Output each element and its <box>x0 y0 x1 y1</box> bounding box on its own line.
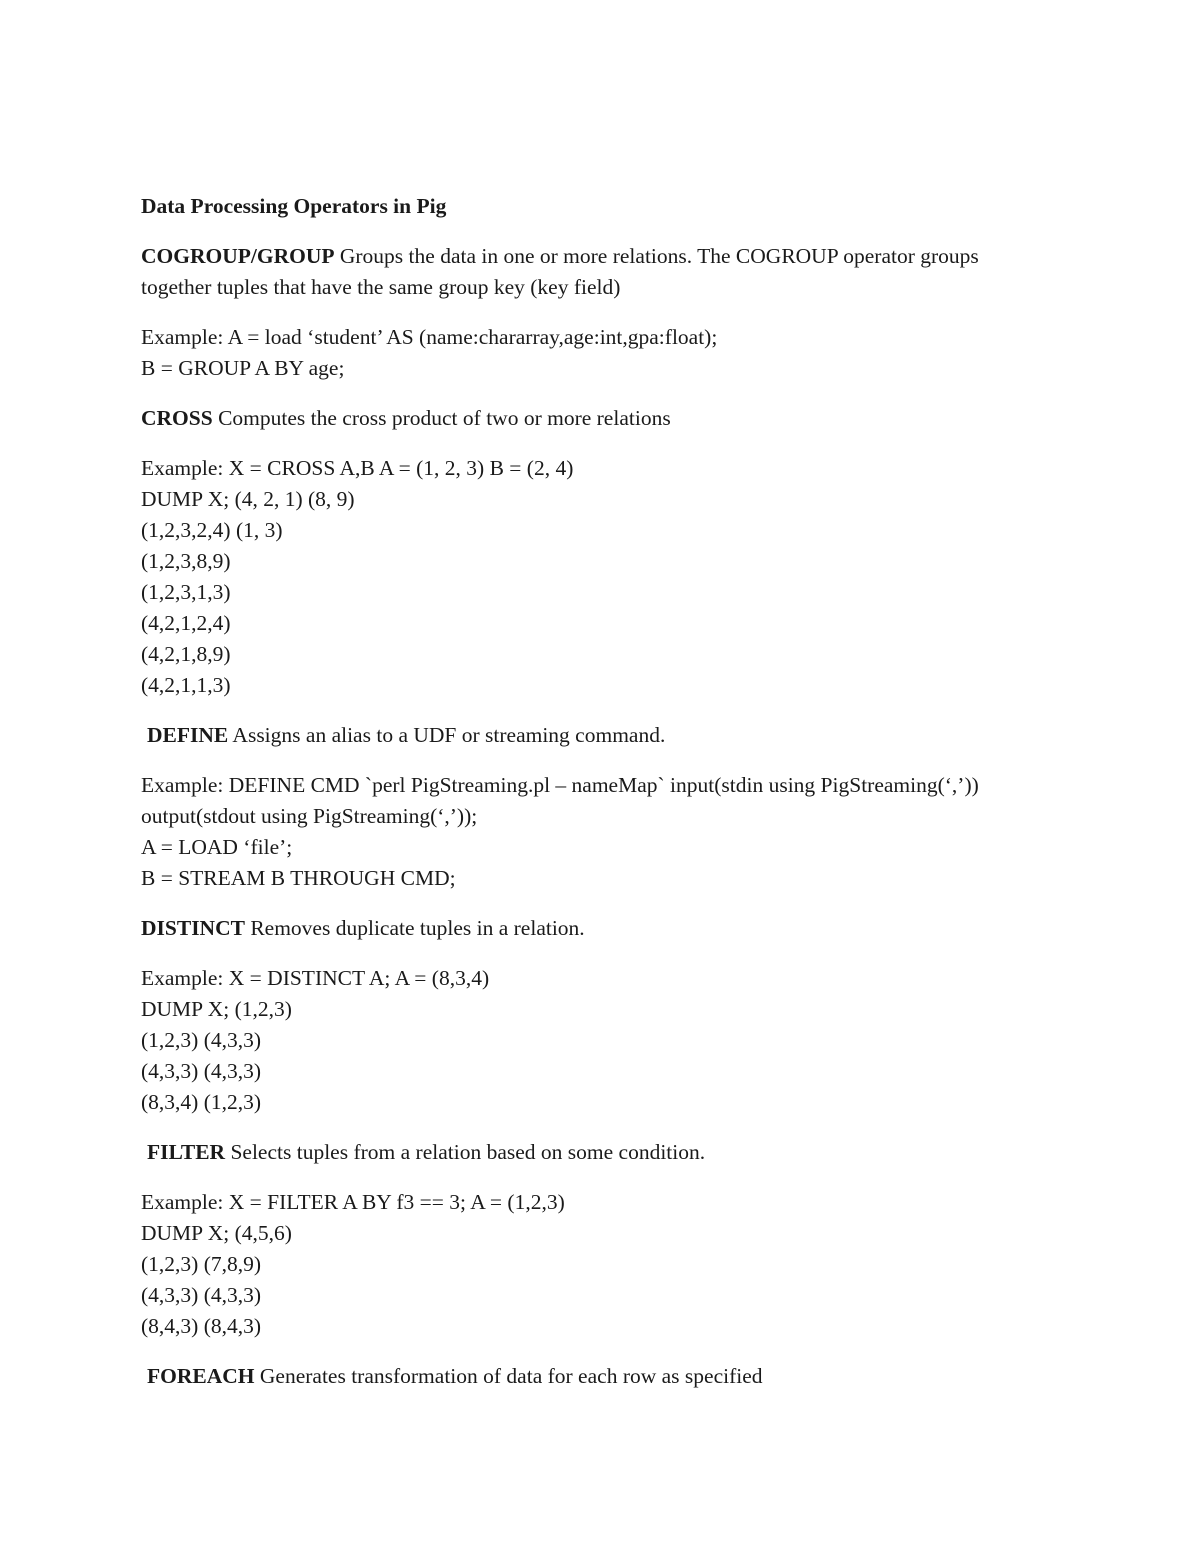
operator-foreach-description <box>141 1361 1081 1392</box>
example-line: Example: DEFINE CMD `perl PigStreaming.pl – nameMap` input(stdin using PigStreaming(‘,’)) <box>141 773 979 797</box>
example-line: Example: A = load ‘student’ AS (name:chararray,age:int,gpa:float); <box>141 325 718 349</box>
example-line: (1,2,3) (7,8,9) <box>141 1252 262 1276</box>
example-line: Example: X = FILTER A BY f3 == 3; A = (1,2,3) <box>141 1190 565 1214</box>
filter-desc-line <box>147 1137 1081 1168</box>
example-line: DUMP X; (1,2,3) <box>141 997 292 1021</box>
cross-desc-line <box>141 403 1081 434</box>
distinct-desc-text: Removes duplicate tuples in a relation. <box>244 916 585 940</box>
example-line: (4,2,1,2,4) <box>141 611 231 635</box>
cogroup-desc-text-1: Groups the data in one or more relations. The COGROUP operator groups <box>334 244 979 268</box>
example-line: (1,2,3,8,9) <box>141 549 231 573</box>
operator-term-filter: FILTER <box>147 1140 226 1164</box>
example-line: output(stdout using PigStreaming(‘,’)); <box>141 804 478 828</box>
example-line: A = LOAD ‘file’; <box>141 835 293 859</box>
operator-cogroup-example <box>141 322 1081 384</box>
operator-distinct-example <box>141 963 1081 1118</box>
filter-desc-text: Selects tuples from a relation based on some condition. <box>225 1140 706 1164</box>
example-line: DUMP X; (4,5,6) <box>141 1221 292 1245</box>
example-line: (4,3,3) (4,3,3) <box>141 1059 262 1083</box>
define-desc-text: Assigns an alias to a UDF or streaming command. <box>228 723 666 747</box>
operator-cogroup-description <box>141 241 1081 303</box>
example-line: B = STREAM B THROUGH CMD; <box>141 866 456 890</box>
document-content <box>141 191 1081 1411</box>
example-line: Example: X = CROSS A,B A = (1, 2, 3) B = (2, 4) <box>141 456 574 480</box>
operator-distinct-description <box>141 913 1081 944</box>
operator-term-distinct: DISTINCT <box>141 916 245 940</box>
define-desc-line <box>147 720 1081 751</box>
example-line: (4,2,1,8,9) <box>141 642 231 666</box>
page-title: Data Processing Operators in Pig <box>141 194 447 218</box>
example-line: (1,2,3,2,4) (1, 3) <box>141 518 283 542</box>
cross-desc-text: Computes the cross product of two or more relations <box>212 406 671 430</box>
operator-cross-description <box>141 403 1081 434</box>
operator-filter-example <box>141 1187 1081 1342</box>
distinct-desc-line <box>141 913 1081 944</box>
cogroup-desc-text-2: together tuples that have the same group key (key field) <box>141 275 621 299</box>
example-line: Example: X = DISTINCT A; A = (8,3,4) <box>141 966 490 990</box>
operator-term-foreach: FOREACH <box>147 1364 255 1388</box>
foreach-desc-text: Generates transformation of data for each row as specified <box>254 1364 763 1388</box>
cogroup-desc-line-1 <box>141 241 1081 272</box>
example-line: B = GROUP A BY age; <box>141 356 345 380</box>
operator-cross-example <box>141 453 1081 701</box>
operator-term-define: DEFINE <box>147 723 229 747</box>
operator-term-cogroup: COGROUP/GROUP <box>141 244 335 268</box>
foreach-desc-line <box>147 1361 1081 1392</box>
operator-filter-description <box>141 1137 1081 1168</box>
operator-define-example <box>141 770 1081 894</box>
example-line: (4,3,3) (4,3,3) <box>141 1283 262 1307</box>
example-line: (8,4,3) (8,4,3) <box>141 1314 262 1338</box>
example-line: (4,2,1,1,3) <box>141 673 231 697</box>
example-line: (1,2,3) (4,3,3) <box>141 1028 262 1052</box>
operator-term-cross: CROSS <box>141 406 213 430</box>
example-line: (8,3,4) (1,2,3) <box>141 1090 262 1114</box>
example-line: (1,2,3,1,3) <box>141 580 231 604</box>
example-line: DUMP X; (4, 2, 1) (8, 9) <box>141 487 355 511</box>
operator-define-description <box>141 720 1081 751</box>
